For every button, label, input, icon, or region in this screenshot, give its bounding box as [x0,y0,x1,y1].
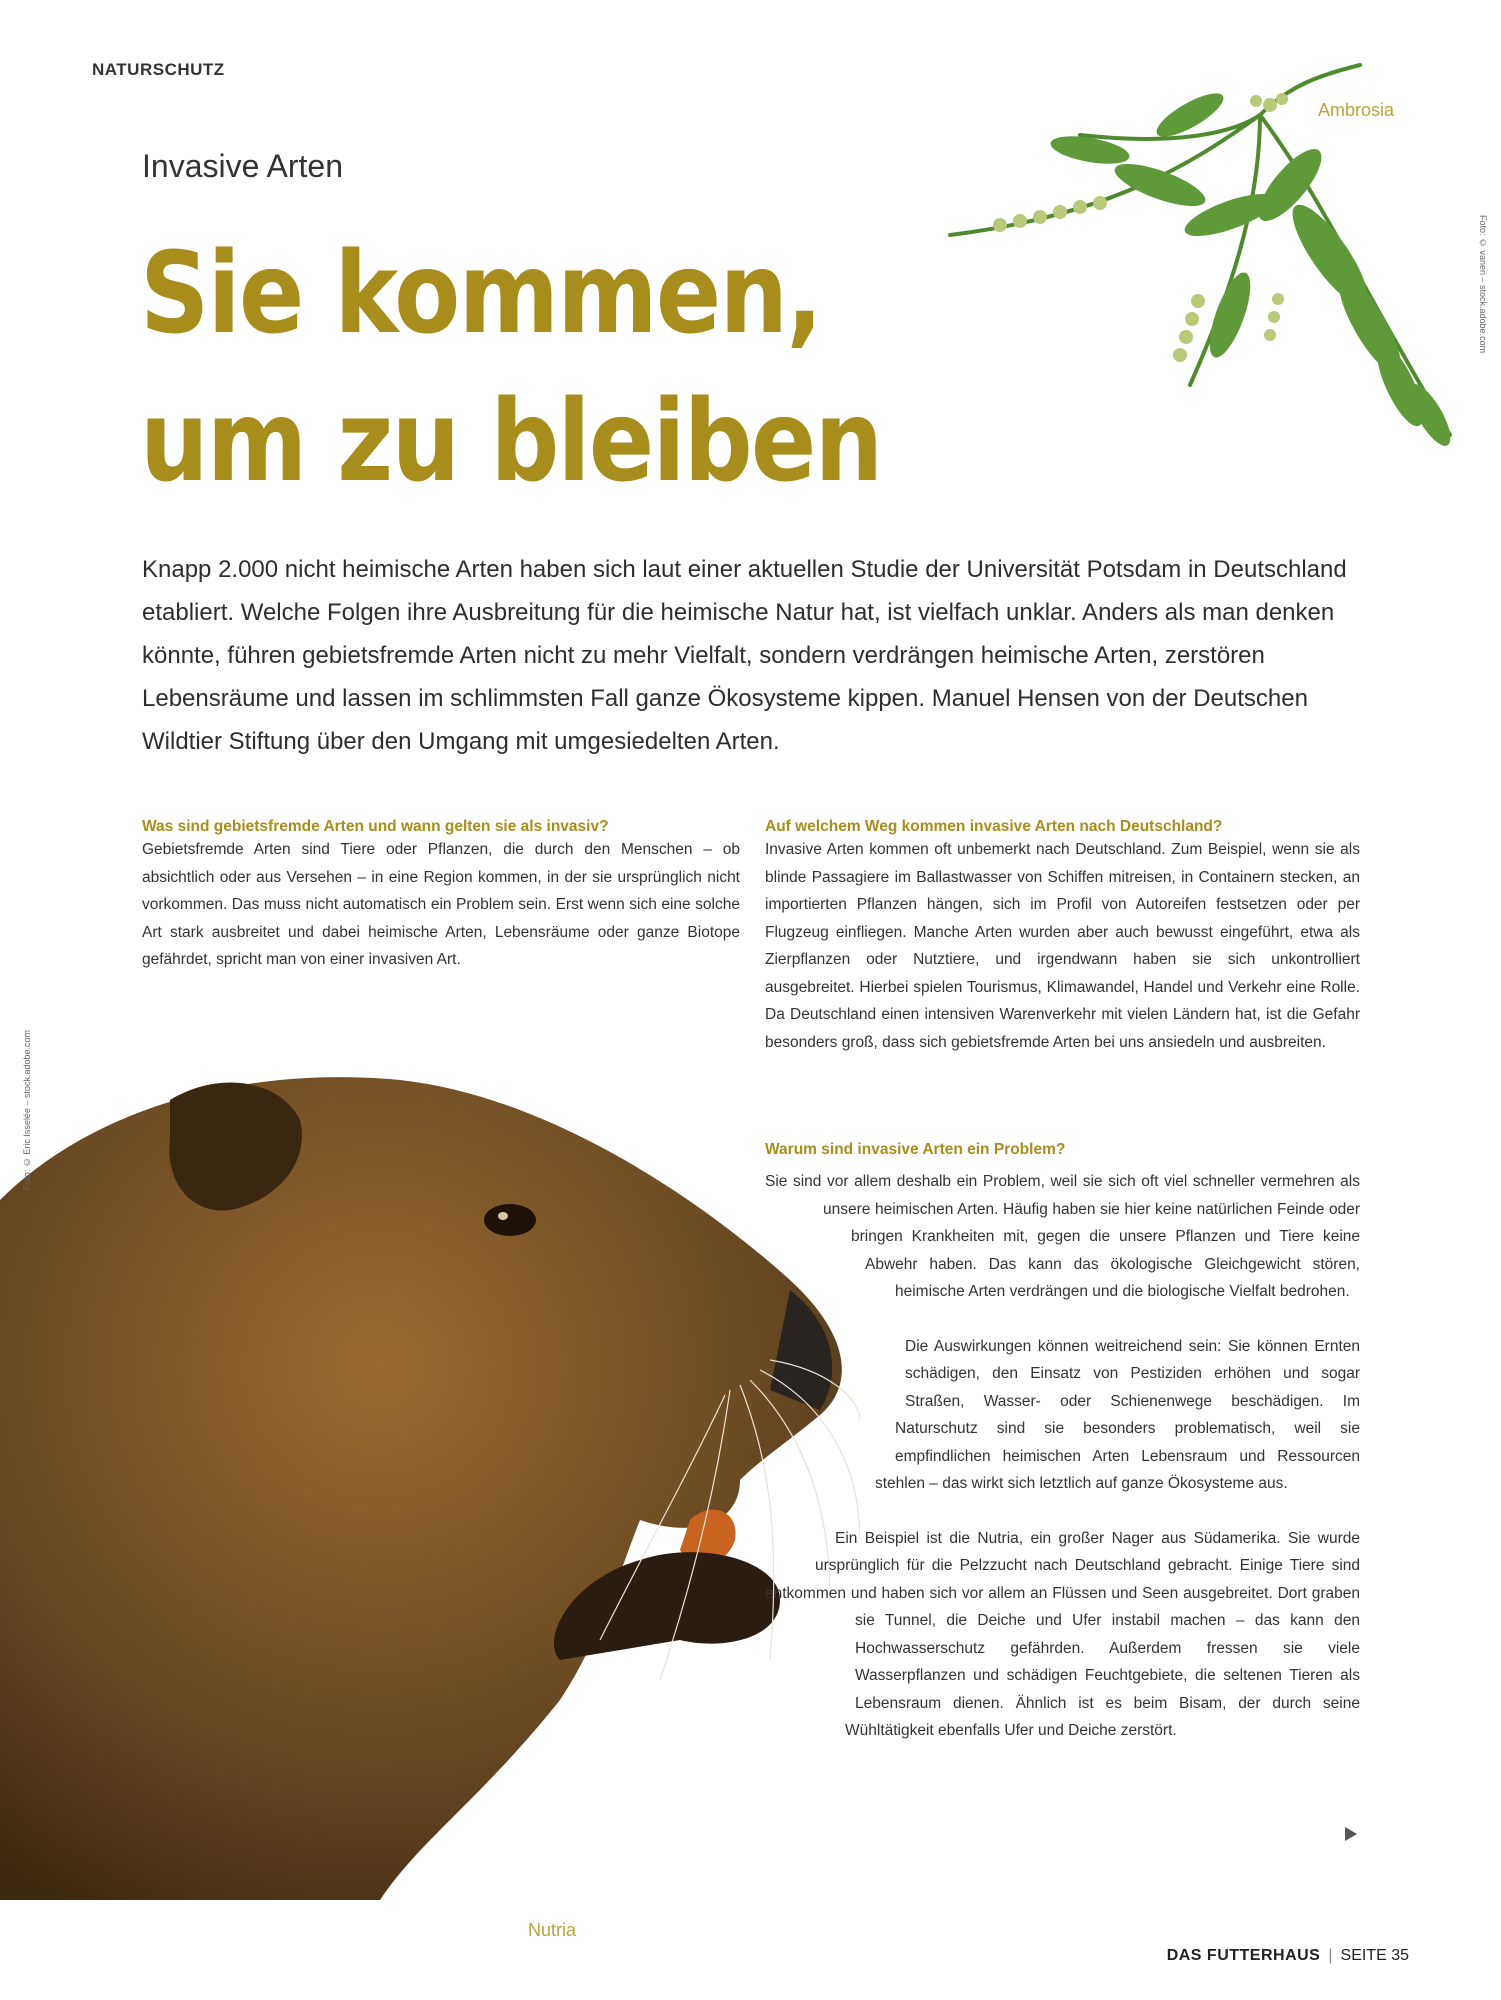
answer-paragraph-3a: Sie sind vor allem deshalb ein Problem, weil sie sich oft viel schneller vermehren als unsere heimischen Arten. Häufig haben sie hier keine natürlichen Feinde oder bringen Krankheiten mit, gegen die unsere Pflanzen und Tiere keine Abwehr haben. Das kann das ökologische Gleichgewicht stören, heimische Arten verdrängen und die biologische Vielfalt bedrohen. [765,1173,1360,1300]
nutria-image [0,1040,860,1900]
answer-paragraph-1: Gebietsfremde Arten sind Tiere oder Pflanzen, die durch den Menschen – ob absichtlich oder aus Versehen – in eine Region kommen, in der sie ursprünglich nicht vorkommen. Das muss nicht automatisch ein Problem sein. Erst wenn sich eine solche Art stark ausbreitet und dabei heimische Arten, Lebensräume oder ganze Biotope gefährdet, spricht man von einer invasiven Art. [142,841,740,968]
ambrosia-caption: Ambrosia [1318,100,1395,120]
question-heading-3: Warum sind invasive Arten ein Problem? [765,1141,1066,1158]
footer-separator: | [1328,1947,1333,1964]
question-heading-2: Auf welchem Weg kommen invasive Arten nach Deutschland? [765,818,1223,835]
headline-line-2: um zu bleiben [140,377,882,507]
column-left [142,818,740,974]
answer-paragraph-2: Invasive Arten kommen oft unbemerkt nach Deutschland. Zum Beispiel, wenn sie als blinde Passagiere im Ballastwasser von Schiffen mitreisen, in Containern stecken, an importierten Pflanzen hängen, sich im Profil von Autoreifen festsetzen oder per Flugzeug einfliegen. Manche Arten wurden aber auch bewusst eingeführt, etwa als Zierpflanzen oder Nutztiere, und irgendwann haben sie sich unkontrolliert ausgebreitet. Hierbei spielen Tourismus, Klimawandel, Handel und Verkehr eine Rolle. Da Deutschland einen intensiven Warenverkehr mit vielen Ländern hat, ist die Gefahr besonders groß, dass sich gebietsfremde Arten bei uns ansiedeln und ausbreiten. [765,841,1360,1051]
column-right [765,818,1360,1056]
section-label: NATURSCHUTZ [92,60,225,79]
page-number: SEITE 35 [1340,1947,1409,1964]
footer-brand: DAS FUTTERHAUS [1166,1947,1321,1964]
column-right-wrap [765,1168,1360,1848]
photo-credit-nutria: Foto: © Eric Isselée – stock.adobe.com [22,1030,32,1191]
nutria-caption: Nutria [528,1920,577,1940]
kicker: Invasive Arten [142,148,343,184]
headline-line-1: Sie kommen, [140,229,822,359]
question-heading-1: Was sind gebietsfremde Arten und wann gelten sie als invasiv? [142,818,609,835]
triangle-right-icon [1344,1826,1358,1842]
answer-paragraph-3c: Ein Beispiel ist die Nutria, ein großer Nager aus Südamerika. Sie wurde ursprünglich für die Pelzzucht nach Deutschland gebracht. Einige Tiere sind entkommen und haben sich vor allem an Flüssen und Seen ausgebreitet. Dort graben sie Tunnel, die Deiche und Ufer instabil machen – das kann den Hochwasserschutz gefährden. Außerdem fressen sie viele Wasserpflanzen und schädigen Feuchtgebiete, die seltenen Tieren als Lebensraum dienen. Ähnlich ist es beim Bisam, der durch seine Wühltätigkeit ebenfalls Ufer und Deiche zerstört. [765,1529,1360,1739]
lead-paragraph: Knapp 2.000 nicht heimische Arten haben sich laut einer aktuellen Studie der Universität Potsdam in Deutschland etabliert. Welche Folgen ihre Ausbreitung für die heimische Natur hat, ist vielfach unklar. Anders als man denken könnte, führen gebietsfremde Arten nicht zu mehr Vielfalt, sondern verdrängen heimische Arten, zerstören Lebensräume und lassen im schlimmsten Fall ganze Ökosysteme kippen. Manuel Hensen von der Deutschen Wildtier Stiftung über den Umgang mit umgesiedelten Arten. [142,556,1347,755]
page-footer [1167,1947,1409,1965]
photo-credit-ambrosia: Foto: © vaneri – stock.adobe.com [1478,215,1488,354]
answer-paragraph-3b: Die Auswirkungen können weitreichend sein: Sie können Ernten schädigen, den Einsatz von Pestiziden erhöhen und sogar Straßen, Wasser- oder Schienenwege beschädigen. Im Naturschutz sind sie besonders problematisch, weil sie empfindlichen heimischen Arten Lebensraum und Ressourcen stehlen – das wirkt sich letztlich auf ganze Ökosysteme aus. [875,1337,1360,1492]
